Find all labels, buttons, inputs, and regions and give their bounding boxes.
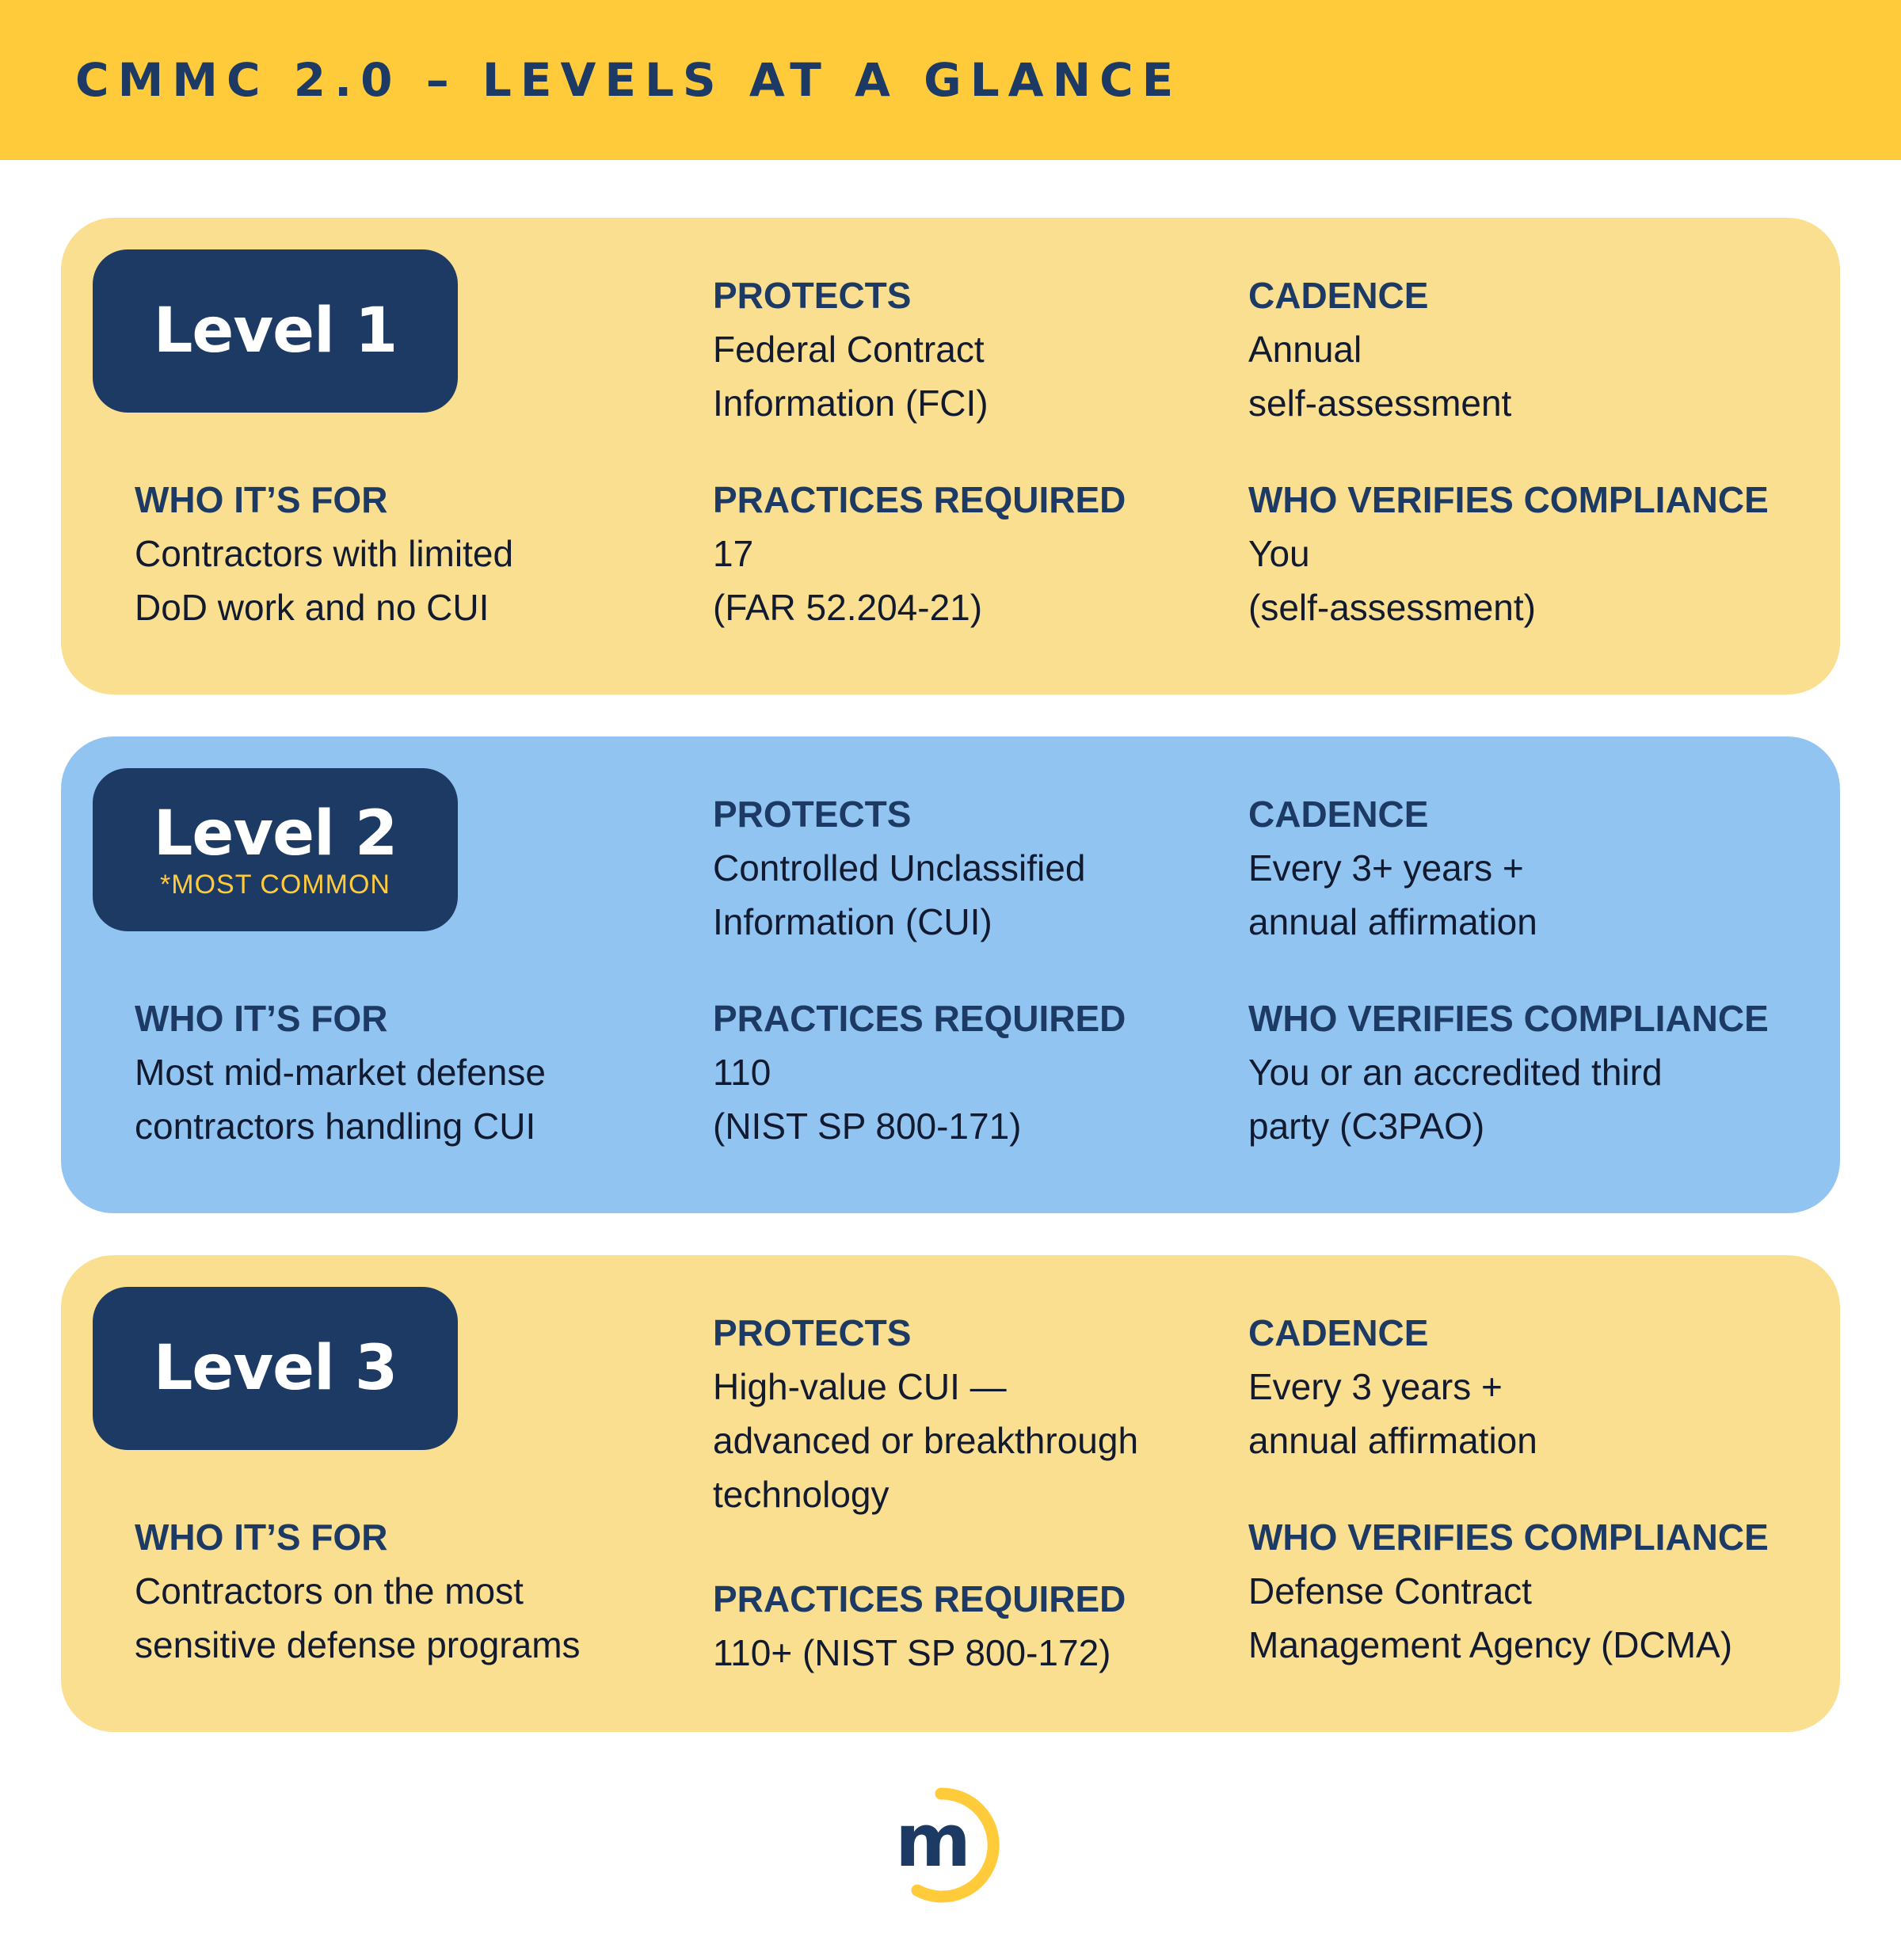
practices-label: PRACTICES REQUIRED — [713, 1578, 1126, 1619]
practices-field — [713, 473, 1126, 634]
practices-label: PRACTICES REQUIRED — [713, 479, 1126, 520]
cadence-value: Every 3 years + annual affirmation — [1248, 1366, 1537, 1461]
level-2-card — [61, 736, 1840, 1213]
protects-value: Federal Contract Information (FCI) — [713, 329, 989, 424]
logo-mark-icon — [887, 1782, 1014, 1909]
who-for-field — [135, 991, 546, 1153]
protects-value: Controlled Unclassified Information (CUI) — [713, 847, 1086, 942]
practices-value: 110 (NIST SP 800-171) — [713, 1052, 1022, 1147]
level-1-card — [61, 218, 1840, 695]
level-title: Level 3 — [153, 1333, 398, 1404]
brand-logo — [887, 1782, 1014, 1909]
who-for-label: WHO IT’S FOR — [135, 1517, 388, 1558]
practices-value: 110+ (NIST SP 800-172) — [713, 1632, 1111, 1673]
verifies-label: WHO VERIFIES COMPLIANCE — [1248, 479, 1769, 520]
logo-letter: m — [895, 1798, 971, 1883]
most-common-tag: *MOST COMMON — [160, 870, 390, 900]
who-for-value: Contractors on the most sensitive defense programs — [135, 1570, 581, 1665]
cadence-field — [1248, 1306, 1537, 1467]
practices-value: 17 (FAR 52.204-21) — [713, 533, 983, 628]
practices-field — [713, 991, 1126, 1153]
verifies-value: Defense Contract Management Agency (DCMA) — [1248, 1570, 1733, 1665]
cadence-field — [1248, 268, 1511, 430]
cadence-field — [1248, 787, 1537, 949]
cadence-value: Every 3+ years + annual affirmation — [1248, 847, 1537, 942]
who-for-label: WHO IT’S FOR — [135, 998, 388, 1039]
who-for-value: Contractors with limited DoD work and no CUI — [135, 533, 514, 628]
level-title: Level 2 — [153, 798, 398, 870]
cadence-value: Annual self-assessment — [1248, 329, 1512, 424]
practices-label: PRACTICES REQUIRED — [713, 998, 1126, 1039]
who-for-field — [135, 473, 513, 634]
who-for-field — [135, 1510, 581, 1672]
level-3-card — [61, 1255, 1840, 1732]
cadence-label: CADENCE — [1248, 275, 1429, 316]
level-title: Level 1 — [153, 295, 398, 367]
who-for-value: Most mid-market defense contractors handling CUI — [135, 1052, 546, 1147]
verifies-field — [1248, 991, 1769, 1153]
level-2-badge — [93, 768, 458, 931]
level-1-badge — [93, 249, 458, 413]
protects-field — [713, 268, 989, 430]
verifies-field — [1248, 473, 1769, 634]
protects-label: PROTECTS — [713, 794, 912, 835]
page-title: CMMC 2.0 – LEVELS AT A GLANCE — [75, 53, 1183, 107]
cadence-label: CADENCE — [1248, 794, 1429, 835]
cadence-label: CADENCE — [1248, 1312, 1429, 1353]
protects-label: PROTECTS — [713, 1312, 912, 1353]
verifies-value: You (self-assessment) — [1248, 533, 1536, 628]
verifies-value: You or an accredited third party (C3PAO) — [1248, 1052, 1663, 1147]
protects-field — [713, 1306, 1138, 1521]
protects-value: High-value CUI — advanced or breakthrough technology — [713, 1366, 1139, 1515]
who-for-label: WHO IT’S FOR — [135, 479, 388, 520]
verifies-field — [1248, 1510, 1769, 1672]
practices-field — [713, 1572, 1126, 1680]
verifies-label: WHO VERIFIES COMPLIANCE — [1248, 1517, 1769, 1558]
header-banner — [0, 0, 1901, 160]
verifies-label: WHO VERIFIES COMPLIANCE — [1248, 998, 1769, 1039]
level-3-badge — [93, 1287, 458, 1450]
protects-label: PROTECTS — [713, 275, 912, 316]
protects-field — [713, 787, 1085, 949]
